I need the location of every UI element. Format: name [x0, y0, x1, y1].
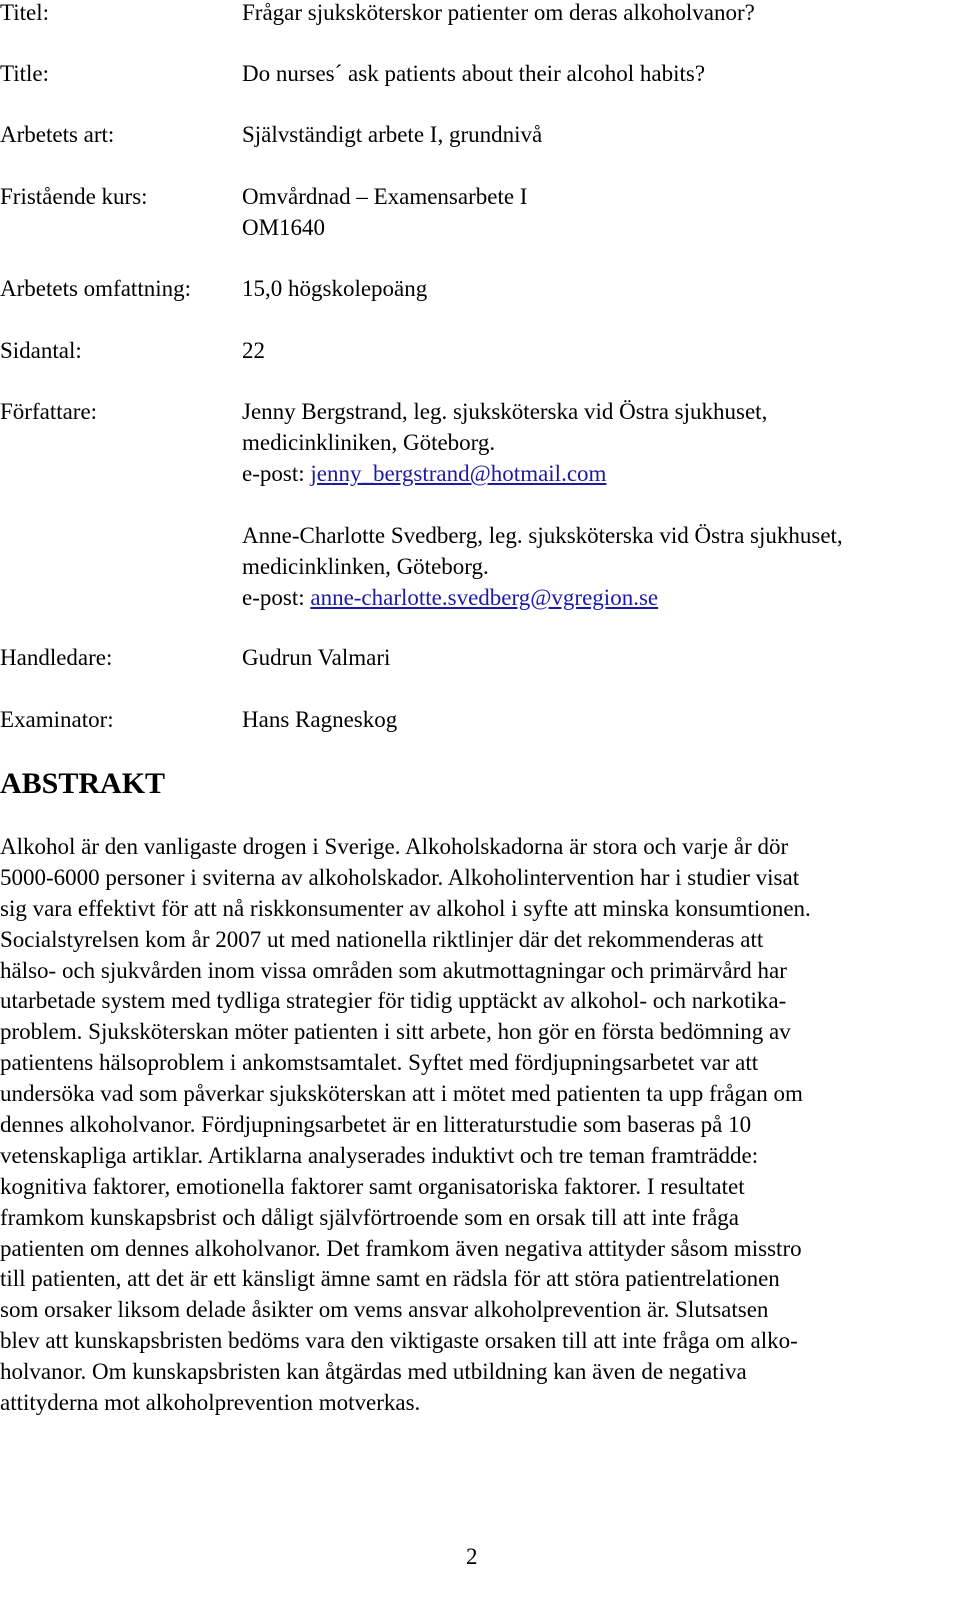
author-2-email-line [242, 582, 843, 613]
work-type-label: Arbetets art: [0, 122, 115, 147]
author-1-email-line [242, 458, 767, 489]
abstract-line: dennes alkoholvanor. Fördjupningsarbetet är en litteraturstudie som baseras på 10 [0, 1112, 752, 1138]
abstract-heading: ABSTRAKT [0, 767, 166, 800]
course-name: Omvårdnad – Examensarbete I [242, 184, 528, 209]
course-code: OM1640 [242, 215, 326, 240]
title-sv-label: Titel: [0, 0, 50, 25]
author-1-line1: Jenny Bergstrand, leg. sjuksköterska vid Östra sjukhuset, [242, 399, 768, 424]
author-2-email-prefix: e-post: [242, 585, 311, 610]
abstract-line: som orsaker liksom delade åsikter om vems ansvar alkoholprevention är. Slutsatsen [0, 1297, 769, 1323]
pages-value: 22 [242, 338, 265, 363]
abstract-line: hälso- och sjukvården inom vissa områden som akutmottagningar och primärvård har [0, 957, 787, 983]
scope-value: 15,0 högskolepoäng [242, 276, 428, 301]
scope-label: Arbetets omfattning: [0, 276, 191, 301]
abstract-line: vetenskapliga artiklar. Artiklarna analyserades induktivt och tre teman framträdde: [0, 1142, 759, 1168]
supervisor-value: Gudrun Valmari [242, 645, 391, 670]
abstract-line: kognitiva faktorer, emotionella faktorer samt organisatoriska faktorer. I resultatet [0, 1173, 745, 1199]
title-en-label: Title: [0, 61, 50, 86]
abstract-line: framkom kunskapsbrist och dåligt självförtroende som en orsak till att inte fråga [0, 1204, 740, 1230]
pages-label: Sidantal: [0, 338, 82, 363]
abstract-line: attityderna mot alkoholprevention motverkas. [0, 1390, 421, 1416]
abstract-body [0, 832, 960, 1419]
abstract-line: patienten om dennes alkoholvanor. Det framkom även negativa attityder såsom misstro [0, 1235, 802, 1261]
examiner-label: Examinator: [0, 707, 114, 732]
author-1-email-link[interactable]: jenny_bergstrand@hotmail.com [310, 461, 607, 486]
abstract-line: 5000-6000 personer i sviterna av alkoholskador. Alkoholintervention har i studier visat [0, 864, 800, 890]
abstract-line: till patienten, att det är ett känsligt ämne samt en rädsla för att störa patientrelationen [0, 1266, 780, 1292]
abstract-line: utarbetade system med tydliga strategier för tidig upptäckt av alkohol- och narkotika- [0, 988, 787, 1014]
abstract-line: blev att kunskapsbristen bedöms vara den viktigaste orsaken till att inte fråga om alko- [0, 1328, 798, 1354]
author-2-email-link[interactable]: anne-charlotte.svedberg@vgregion.se [310, 585, 659, 610]
author-1-line2: medicinkliniken, Göteborg. [242, 430, 496, 455]
work-type-value: Självständigt arbete I, grundnivå [242, 122, 543, 147]
author-2-line2: medicinklinken, Göteborg. [242, 554, 489, 579]
author-1 [242, 396, 767, 489]
author-1-email-prefix: e-post: [242, 461, 311, 486]
supervisor-label: Handledare: [0, 645, 113, 670]
course-label: Fristående kurs: [0, 184, 148, 209]
author-2-line1: Anne-Charlotte Svedberg, leg. sjuksköterska vid Östra sjukhuset, [242, 523, 843, 548]
abstract-line: holvanor. Om kunskapsbristen kan åtgärdas med utbildning kan även de negativa [0, 1359, 747, 1385]
examiner-value: Hans Ragneskog [242, 707, 398, 732]
abstract-line: patientens hälsoproblem i ankomstsamtalet. Syftet med fördjupningsarbetet var att [0, 1050, 759, 1076]
authors-label: Författare: [0, 399, 98, 424]
abstract-line: Alkohol är den vanligaste drogen i Sverige. Alkoholskadorna är stora och varje år dör [0, 834, 789, 859]
author-2 [242, 520, 843, 613]
title-sv-value: Frågar sjuksköterskor patienter om deras alkoholvanor? [242, 0, 755, 25]
abstract-line: undersöka vad som påverkar sjuksköterskan att i mötet med patienten ta upp frågan om [0, 1081, 803, 1107]
course-value [242, 181, 527, 243]
abstract-line: problem. Sjuksköterskan möter patienten i sitt arbete, hon gör en första bedömning av [0, 1019, 791, 1045]
page-number: 2 [466, 1544, 478, 1569]
abstract-line: sig vara effektivt för att nå riskkonsumenter av alkohol i syfte att minska konsumtionen. [0, 895, 811, 921]
title-en-value: Do nurses´ ask patients about their alcohol habits? [242, 61, 706, 86]
abstract-line: Socialstyrelsen kom år 2007 ut med nationella riktlinjer där det rekommenderas att [0, 926, 764, 952]
